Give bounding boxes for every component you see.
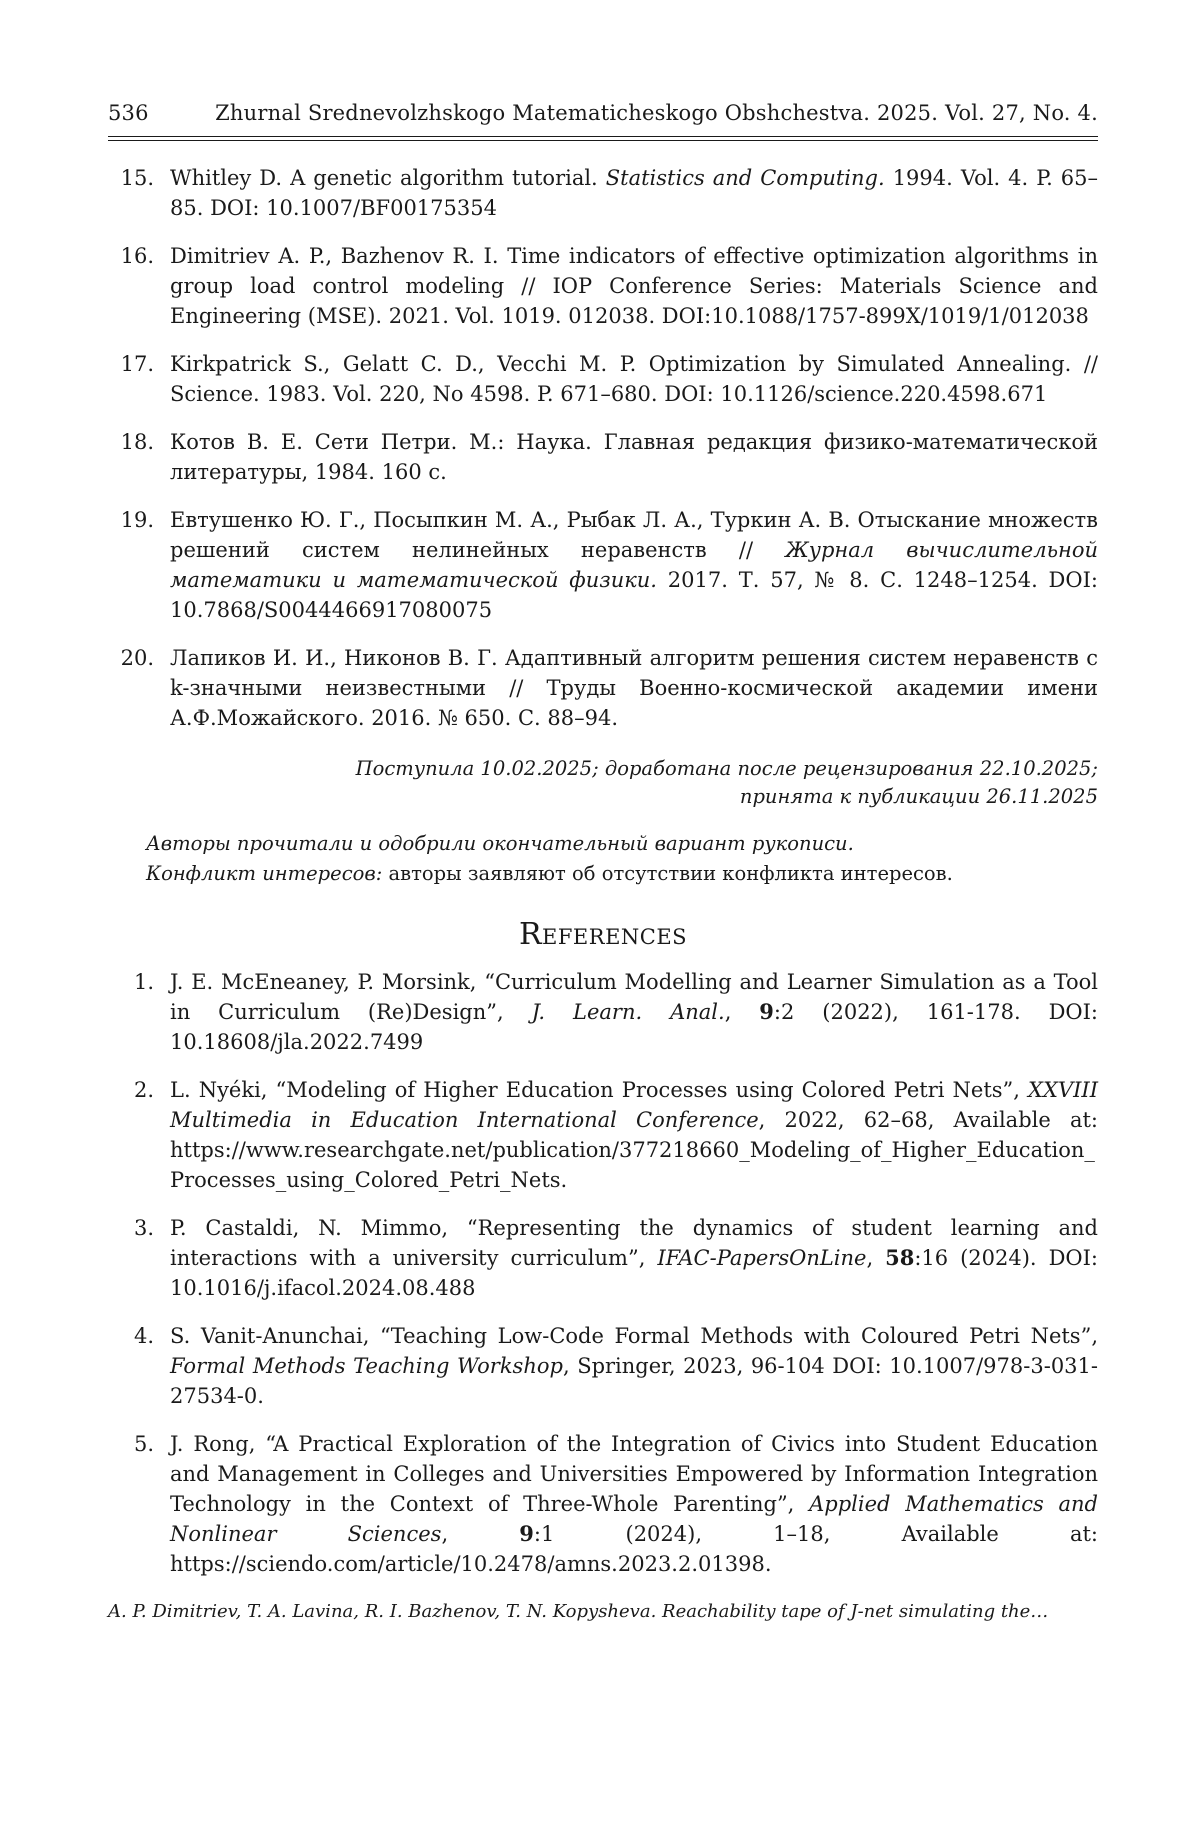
reference-number: 3. <box>133 1216 154 1240</box>
list-item <box>108 1213 1098 1303</box>
reference-text: J. Rong, “A Practical Exploration of the Integration of Civics into Student Education and Management in Colleges and Universities Empowered by Information Integration Technology in the Context of Three-Whole Parenting”, Applied Mathematics and Nonlinear Sciences, 9:1 (2024), 1–18, Available at: https://sciendo.com/article/10.2478/amns.2023.2.01398. <box>170 1432 1099 1576</box>
reference-text: L. Nyéki, “Modeling of Higher Education Processes using Colored Petri Nets”, XXVIII Multimedia in Education International Conference, 2022, 62–68, Available at: https://www.researchgate.net/publication/377218660_Modeling_of_Higher_Education_Processes_using_Colored_Petri_Nets. <box>170 1078 1098 1192</box>
conflict-of-interest-note: Конфликт интересов: авторы заявляют об отсутствии конфликта интересов. <box>146 862 953 885</box>
reference-text: P. Castaldi, N. Mimmo, “Representing the dynamics of student learning and interactions with a university curriculum”, IFAC-PapersOnLine, 58:16 (2024). DOI: 10.1016/j.ifacol.2024.08.488 <box>170 1216 1098 1300</box>
reference-text: Dimitriev A. P., Bazhenov R. I. Time indicators of effective optimization algorithms in group load control modeling // IOP Conference Series: Materials Science and Engineering (MSE). 2021. Vol. 1019. 012038. DOI:10.1088/1757-899X/1019/1/012038 <box>170 244 1098 328</box>
reference-number: 1. <box>133 970 154 994</box>
reference-number: 19. <box>120 508 154 532</box>
references-heading: References <box>518 917 688 952</box>
reference-text: Лапиков И. И., Никонов В. Г. Адаптивный алгоритм решения систем неравенств с k-значными неизвестными // Труды Военно-космической академии имени А.Ф.Можайского. 2016. № 650. С. 88–94. <box>170 646 1098 730</box>
reference-text: J. E. McEneaney, P. Morsink, “Curriculum Modelling and Learner Simulation as a Tool in Curriculum (Re)Design”, J. Learn. Anal., 9:2 (2022), 161-178. DOI: 10.18608/jla.2022.7499 <box>170 970 1099 1054</box>
list-item <box>108 1075 1098 1195</box>
received-dates <box>108 755 1098 811</box>
reference-text: Евтушенко Ю. Г., Посыпкин М. А., Рыбак Л. А., Туркин А. В. Отыскание множеств решений систем нелинейных неравенств // Журнал вычислительной математики и математической физики. 2017. Т. 57, № 8. С. 1248–1254. DOI: 10.7868/S0044466917080075 <box>170 508 1098 622</box>
reference-number: 4. <box>133 1324 154 1348</box>
running-footer: A. P. Dimitriev, T. A. Lavina, R. I. Bazhenov, T. N. Kopysheva. Reachability tape of J-net simulating the… <box>108 1601 1049 1622</box>
reference-list-en <box>108 967 1098 1579</box>
list-item <box>108 1429 1098 1579</box>
reference-number: 2. <box>133 1078 154 1102</box>
reference-number: 16. <box>120 244 154 268</box>
reference-text: Kirkpatrick S., Gelatt C. D., Vecchi M. P. Optimization by Simulated Annealing. // Science. 1983. Vol. 220, No 4598. P. 671–680. DOI: 10.1126/science.220.4598.671 <box>170 352 1098 406</box>
journal-title: Zhurnal Srednevolzhskogo Matematicheskogo Obshchestva. 2025. Vol. 27, No. 4. <box>215 101 1098 125</box>
reference-text: Котов В. Е. Сети Петри. М.: Наука. Главная редакция физико-математической литературы, 1984. 160 с. <box>170 430 1098 484</box>
list-item <box>108 505 1098 625</box>
reference-list-ru <box>108 163 1098 733</box>
list-item <box>108 241 1098 331</box>
list-item <box>108 427 1098 487</box>
list-item <box>108 643 1098 733</box>
reference-number: 5. <box>133 1432 154 1456</box>
manuscript-notes <box>108 829 1098 889</box>
authors-approved-note: Авторы прочитали и одобрили окончательный вариант рукописи. <box>146 832 854 855</box>
running-head <box>108 98 1098 128</box>
list-item <box>108 1321 1098 1411</box>
received-line: Поступила 10.02.2025; доработана после рецензирования 22.10.2025; <box>355 757 1098 780</box>
reference-number: 17. <box>120 352 154 376</box>
reference-number: 18. <box>120 430 154 454</box>
reference-text: Whitley D. A genetic algorithm tutorial. Statistics and Computing. 1994. Vol. 4. P. 65–85. DOI: 10.1007/BF00175354 <box>170 166 1098 220</box>
accepted-line: принята к публикации 26.11.2025 <box>739 785 1098 808</box>
list-item <box>108 967 1098 1057</box>
reference-text: S. Vanit-Anunchai, “Teaching Low-Code Formal Methods with Coloured Petri Nets”, Formal Methods Teaching Workshop, Springer, 2023, 96-104 DOI: 10.1007/978-3-031-27534-0. <box>170 1324 1098 1408</box>
page-number: 536 <box>108 101 149 125</box>
page <box>108 98 1098 1625</box>
reference-number: 15. <box>120 166 154 190</box>
header-rule <box>108 136 1098 141</box>
list-item <box>108 163 1098 223</box>
list-item <box>108 349 1098 409</box>
reference-number: 20. <box>120 646 154 670</box>
